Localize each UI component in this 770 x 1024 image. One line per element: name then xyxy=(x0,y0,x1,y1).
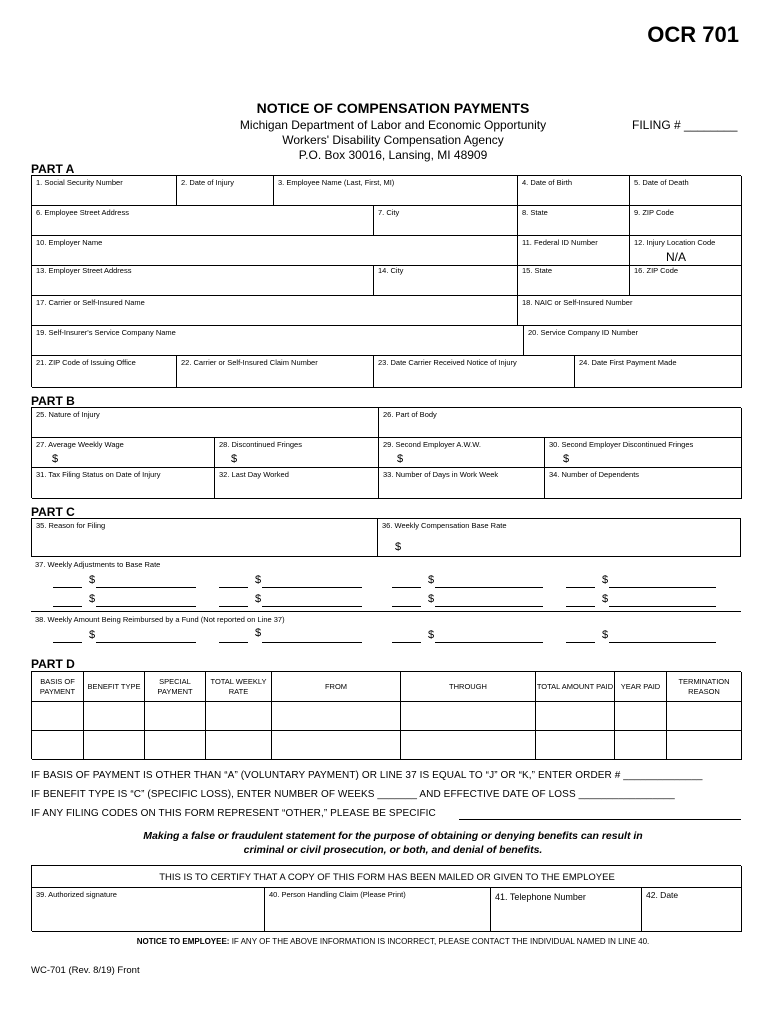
amount-blank[interactable] xyxy=(435,642,543,643)
federal-id-field[interactable] xyxy=(518,236,630,266)
table-cell[interactable] xyxy=(272,731,401,760)
employee-state-field[interactable] xyxy=(518,206,630,236)
col-benefit-type: BENEFIT TYPE xyxy=(84,672,145,702)
dollar-sign: $ xyxy=(395,541,402,553)
date-of-injury-label: 2. Date of Injury xyxy=(181,178,234,187)
table-cell[interactable] xyxy=(272,702,401,731)
dollar-sign: $ xyxy=(52,453,59,465)
carrier-name-label: 17. Carrier or Self-Insured Name xyxy=(36,298,145,307)
table-cell[interactable] xyxy=(667,731,742,760)
weekly-adjustments-label: 37. Weekly Adjustments to Base Rate xyxy=(35,560,161,569)
service-company-name-label: 19. Self-Insurer's Service Company Name xyxy=(36,328,176,337)
employer-state-field[interactable] xyxy=(518,266,630,296)
col-total-weekly-rate: TOTAL WEEKLY RATE xyxy=(206,672,272,702)
dollar-sign: $ xyxy=(602,593,609,605)
second-employer-fringes-field[interactable] xyxy=(545,438,742,468)
authorized-signature-field[interactable] xyxy=(32,888,265,932)
person-handling-claim-field[interactable] xyxy=(265,888,491,932)
nature-of-injury-label: 25. Nature of Injury xyxy=(36,410,100,419)
date-label: 42. Date xyxy=(646,890,679,900)
date-of-birth-field[interactable] xyxy=(518,176,630,206)
employer-street-label: 13. Employer Street Address xyxy=(36,266,132,275)
part-a-title: PART A xyxy=(31,162,75,176)
specify-blank[interactable] xyxy=(459,819,741,820)
specific-loss-statement: IF BENEFIT TYPE IS “C” (SPECIFIC LOSS), ENTER NUMBER OF WEEKS _______ AND EFFECTIVE DATE OF LOSS _________________ xyxy=(31,789,675,800)
fund-reimbursement-label: 38. Weekly Amount Being Reimbursed by a Fund (Not reported on Line 37) xyxy=(35,615,285,624)
part-c-title: PART C xyxy=(31,505,75,519)
col-total-amount-paid: TOTAL AMOUNT PAID xyxy=(536,672,615,702)
table-cell[interactable] xyxy=(206,731,272,760)
date-of-injury-field[interactable] xyxy=(177,176,274,206)
part-b-box xyxy=(31,407,741,498)
table-cell[interactable] xyxy=(84,702,145,731)
table-cell[interactable] xyxy=(401,731,536,760)
date-notice-field[interactable] xyxy=(374,356,575,388)
divider xyxy=(31,611,741,612)
table-cell[interactable] xyxy=(536,731,615,760)
notice-heading: NOTICE TO EMPLOYEE: xyxy=(136,937,230,946)
dollar-sign: $ xyxy=(255,593,262,605)
certify-statement xyxy=(32,866,742,888)
code-blank[interactable] xyxy=(53,587,82,588)
code-blank[interactable] xyxy=(566,606,595,607)
claim-number-field[interactable] xyxy=(177,356,374,388)
certification-box xyxy=(31,865,741,931)
authorized-signature-label: 39. Authorized signature xyxy=(36,890,117,899)
naic-number-label: 18. NAIC or Self-Insured Number xyxy=(522,298,633,307)
dollar-sign: $ xyxy=(255,574,262,586)
amount-blank[interactable] xyxy=(609,606,716,607)
amount-blank[interactable] xyxy=(435,606,543,607)
discontinued-fringes-field[interactable] xyxy=(215,438,379,468)
agency-name: Workers' Disability Compensation Agency xyxy=(282,133,504,147)
part-a-box xyxy=(31,175,741,387)
weekly-comp-base-rate-label: 36. Weekly Compensation Base Rate xyxy=(382,521,507,530)
employee-name-field[interactable] xyxy=(274,176,518,206)
date-field[interactable] xyxy=(642,888,742,932)
table-cell[interactable] xyxy=(145,702,206,731)
table-cell[interactable] xyxy=(667,702,742,731)
tax-filing-status-label: 31. Tax Filing Status on Date of Injury xyxy=(36,470,161,479)
table-cell[interactable] xyxy=(32,731,84,760)
date-of-death-label: 5. Date of Death xyxy=(634,178,689,187)
notice-text: IF ANY OF THE ABOVE INFORMATION IS INCORRECT, PLEASE CONTACT THE INDIVIDUAL NAMED IN LINE 40. xyxy=(231,937,650,946)
order-number-statement: IF BASIS OF PAYMENT IS OTHER THAN “A” (VOLUNTARY PAYMENT) OR LINE 37 IS EQUAL TO “J” OR “K,” ENTER ORDER # ______________ xyxy=(31,770,703,781)
col-through: THROUGH xyxy=(401,672,536,702)
date-first-payment-field[interactable] xyxy=(575,356,742,388)
telephone-number-field[interactable] xyxy=(491,888,642,932)
second-employer-aww-label: 29. Second Employer A.W.W. xyxy=(383,440,481,449)
claim-number-label: 22. Carrier or Self-Insured Claim Number xyxy=(181,358,318,367)
certify-text: THIS IS TO CERTIFY THAT A COPY OF THIS FORM HAS BEEN MAILED OR GIVEN TO THE EMPLOYEE xyxy=(159,872,615,883)
date-first-payment-label: 24. Date First Payment Made xyxy=(579,358,677,367)
code-blank[interactable] xyxy=(566,587,595,588)
employee-zip-label: 9. ZIP Code xyxy=(634,208,674,217)
employer-city-field[interactable] xyxy=(374,266,518,296)
form-title: NOTICE OF COMPENSATION PAYMENTS xyxy=(256,100,530,116)
code-blank[interactable] xyxy=(392,606,421,607)
code-blank[interactable] xyxy=(53,642,82,643)
dollar-sign: $ xyxy=(89,629,96,641)
injury-location-value: N/A xyxy=(666,250,687,264)
employee-zip-field[interactable] xyxy=(630,206,742,236)
injury-location-label: 12. Injury Location Code xyxy=(634,238,716,247)
agency-address: P.O. Box 30016, Lansing, MI 48909 xyxy=(298,148,488,162)
employer-street-field[interactable] xyxy=(32,266,374,296)
code-blank[interactable] xyxy=(566,642,595,643)
table-cell[interactable] xyxy=(206,702,272,731)
service-company-name-field[interactable] xyxy=(32,326,524,356)
employer-name-field[interactable] xyxy=(32,236,518,266)
reason-for-filing-label: 35. Reason for Filing xyxy=(36,521,106,530)
dollar-sign: $ xyxy=(89,593,96,605)
date-notice-label: 23. Date Carrier Received Notice of Injury xyxy=(378,358,517,367)
zip-issuing-office-label: 21. ZIP Code of Issuing Office xyxy=(36,358,136,367)
notice-to-employee xyxy=(0,937,770,946)
weekly-comp-base-rate-field[interactable] xyxy=(378,519,741,557)
code-blank[interactable] xyxy=(219,587,248,588)
table-cell[interactable] xyxy=(145,731,206,760)
department-name: Michigan Department of Labor and Economic Opportunity xyxy=(239,118,547,132)
employer-zip-label: 16. ZIP Code xyxy=(634,266,679,275)
code-blank[interactable] xyxy=(219,642,248,643)
employee-street-label: 6. Employee Street Address xyxy=(36,208,129,217)
injury-location-field[interactable] xyxy=(630,236,742,266)
table-cell[interactable] xyxy=(84,731,145,760)
col-basis-of-payment: BASIS OF PAYMENT xyxy=(32,672,84,702)
table-cell[interactable] xyxy=(401,702,536,731)
nature-of-injury-field[interactable] xyxy=(32,408,379,438)
amount-blank[interactable] xyxy=(96,606,196,607)
dollar-sign: $ xyxy=(602,574,609,586)
zip-issuing-office-field[interactable] xyxy=(32,356,177,388)
table-cell[interactable] xyxy=(615,702,667,731)
dollar-sign: $ xyxy=(397,453,404,465)
amount-blank[interactable] xyxy=(435,587,543,588)
col-termination-reason: TERMINATION REASON xyxy=(667,672,742,702)
date-of-death-field[interactable] xyxy=(630,176,742,206)
amount-blank[interactable] xyxy=(96,587,196,588)
code-blank[interactable] xyxy=(53,606,82,607)
amount-blank[interactable] xyxy=(96,642,196,643)
col-year-paid: YEAR PAID xyxy=(615,672,667,702)
date-of-birth-label: 4. Date of Birth xyxy=(522,178,573,187)
service-company-id-label: 20. Service Company ID Number xyxy=(528,328,639,337)
part-of-body-field[interactable] xyxy=(379,408,742,438)
table-cell[interactable] xyxy=(615,731,667,760)
dollar-sign: $ xyxy=(602,629,609,641)
employee-state-label: 8. State xyxy=(522,208,548,217)
dollar-sign: $ xyxy=(255,627,262,639)
part-d-title: PART D xyxy=(31,657,75,671)
part-c-box xyxy=(31,518,741,649)
tax-filing-status-field[interactable] xyxy=(32,468,215,499)
federal-id-label: 11. Federal ID Number xyxy=(522,238,598,247)
average-weekly-wage-label: 27. Average Weekly Wage xyxy=(36,440,124,449)
discontinued-fringes-label: 28. Discontinued Fringes xyxy=(219,440,302,449)
dollar-sign: $ xyxy=(428,629,435,641)
part-of-body-label: 26. Part of Body xyxy=(383,410,437,419)
col-from: FROM xyxy=(272,672,401,702)
days-in-work-week-field[interactable] xyxy=(379,468,545,499)
employer-name-label: 10. Employer Name xyxy=(36,238,103,247)
amount-blank[interactable] xyxy=(262,642,362,643)
table-cell[interactable] xyxy=(32,702,84,731)
code-blank[interactable] xyxy=(392,587,421,588)
employee-name-label: 3. Employee Name (Last, First, MI) xyxy=(278,178,395,187)
amount-blank[interactable] xyxy=(609,587,716,588)
col-special-payment: SPECIAL PAYMENT xyxy=(145,672,206,702)
days-in-work-week-label: 33. Number of Days in Work Week xyxy=(383,470,499,479)
ssn-label: 1. Social Security Number xyxy=(36,178,123,187)
fraud-warning-line-2: criminal or civil prosecution, or both, and denial of benefits. xyxy=(243,844,543,856)
number-of-dependents-label: 34. Number of Dependents xyxy=(549,470,640,479)
service-company-id-field[interactable] xyxy=(524,326,742,356)
employer-city-label: 14. City xyxy=(378,266,404,275)
dollar-sign: $ xyxy=(89,574,96,586)
employee-city-label: 7. City xyxy=(378,208,400,217)
last-day-worked-label: 32. Last Day Worked xyxy=(219,470,289,479)
table-cell[interactable] xyxy=(536,702,615,731)
part-d-table xyxy=(31,671,741,759)
carrier-name-field[interactable] xyxy=(32,296,518,326)
naic-number-field[interactable] xyxy=(518,296,742,326)
code-blank[interactable] xyxy=(219,606,248,607)
code-blank[interactable] xyxy=(392,642,421,643)
average-weekly-wage-field[interactable] xyxy=(32,438,215,468)
form-revision: WC-701 (Rev. 8/19) Front xyxy=(31,965,140,976)
ssn-field[interactable] xyxy=(32,176,177,206)
person-handling-claim-label: 40. Person Handling Claim (Please Print) xyxy=(269,890,406,899)
amount-blank[interactable] xyxy=(609,642,716,643)
second-employer-aww-field[interactable] xyxy=(379,438,545,468)
amount-blank[interactable] xyxy=(262,606,362,607)
second-employer-fringes-label: 30. Second Employer Discontinued Fringes xyxy=(549,440,694,449)
dollar-sign: $ xyxy=(231,453,238,465)
reason-for-filing-field[interactable] xyxy=(31,519,378,557)
filing-number[interactable]: FILING # ________ xyxy=(632,118,738,132)
telephone-number-label: 41. Telephone Number xyxy=(495,892,586,902)
employer-state-label: 15. State xyxy=(522,266,553,275)
number-of-dependents-field[interactable] xyxy=(545,468,742,499)
employee-street-field[interactable] xyxy=(32,206,374,236)
dollar-sign: $ xyxy=(428,574,435,586)
fraud-warning-line-1: Making a false or fraudulent statement for the purpose of obtaining or denying benefits can result in xyxy=(143,830,643,842)
dollar-sign: $ xyxy=(428,593,435,605)
last-day-worked-field[interactable] xyxy=(215,468,379,499)
dollar-sign: $ xyxy=(563,453,570,465)
employer-zip-field[interactable] xyxy=(630,266,742,296)
amount-blank[interactable] xyxy=(262,587,362,588)
other-codes-statement: IF ANY FILING CODES ON THIS FORM REPRESENT “OTHER,” PLEASE BE SPECIFIC xyxy=(31,808,436,819)
employee-city-field[interactable] xyxy=(374,206,518,236)
form-code: OCR 701 xyxy=(647,22,739,47)
part-b-title: PART B xyxy=(31,394,75,408)
